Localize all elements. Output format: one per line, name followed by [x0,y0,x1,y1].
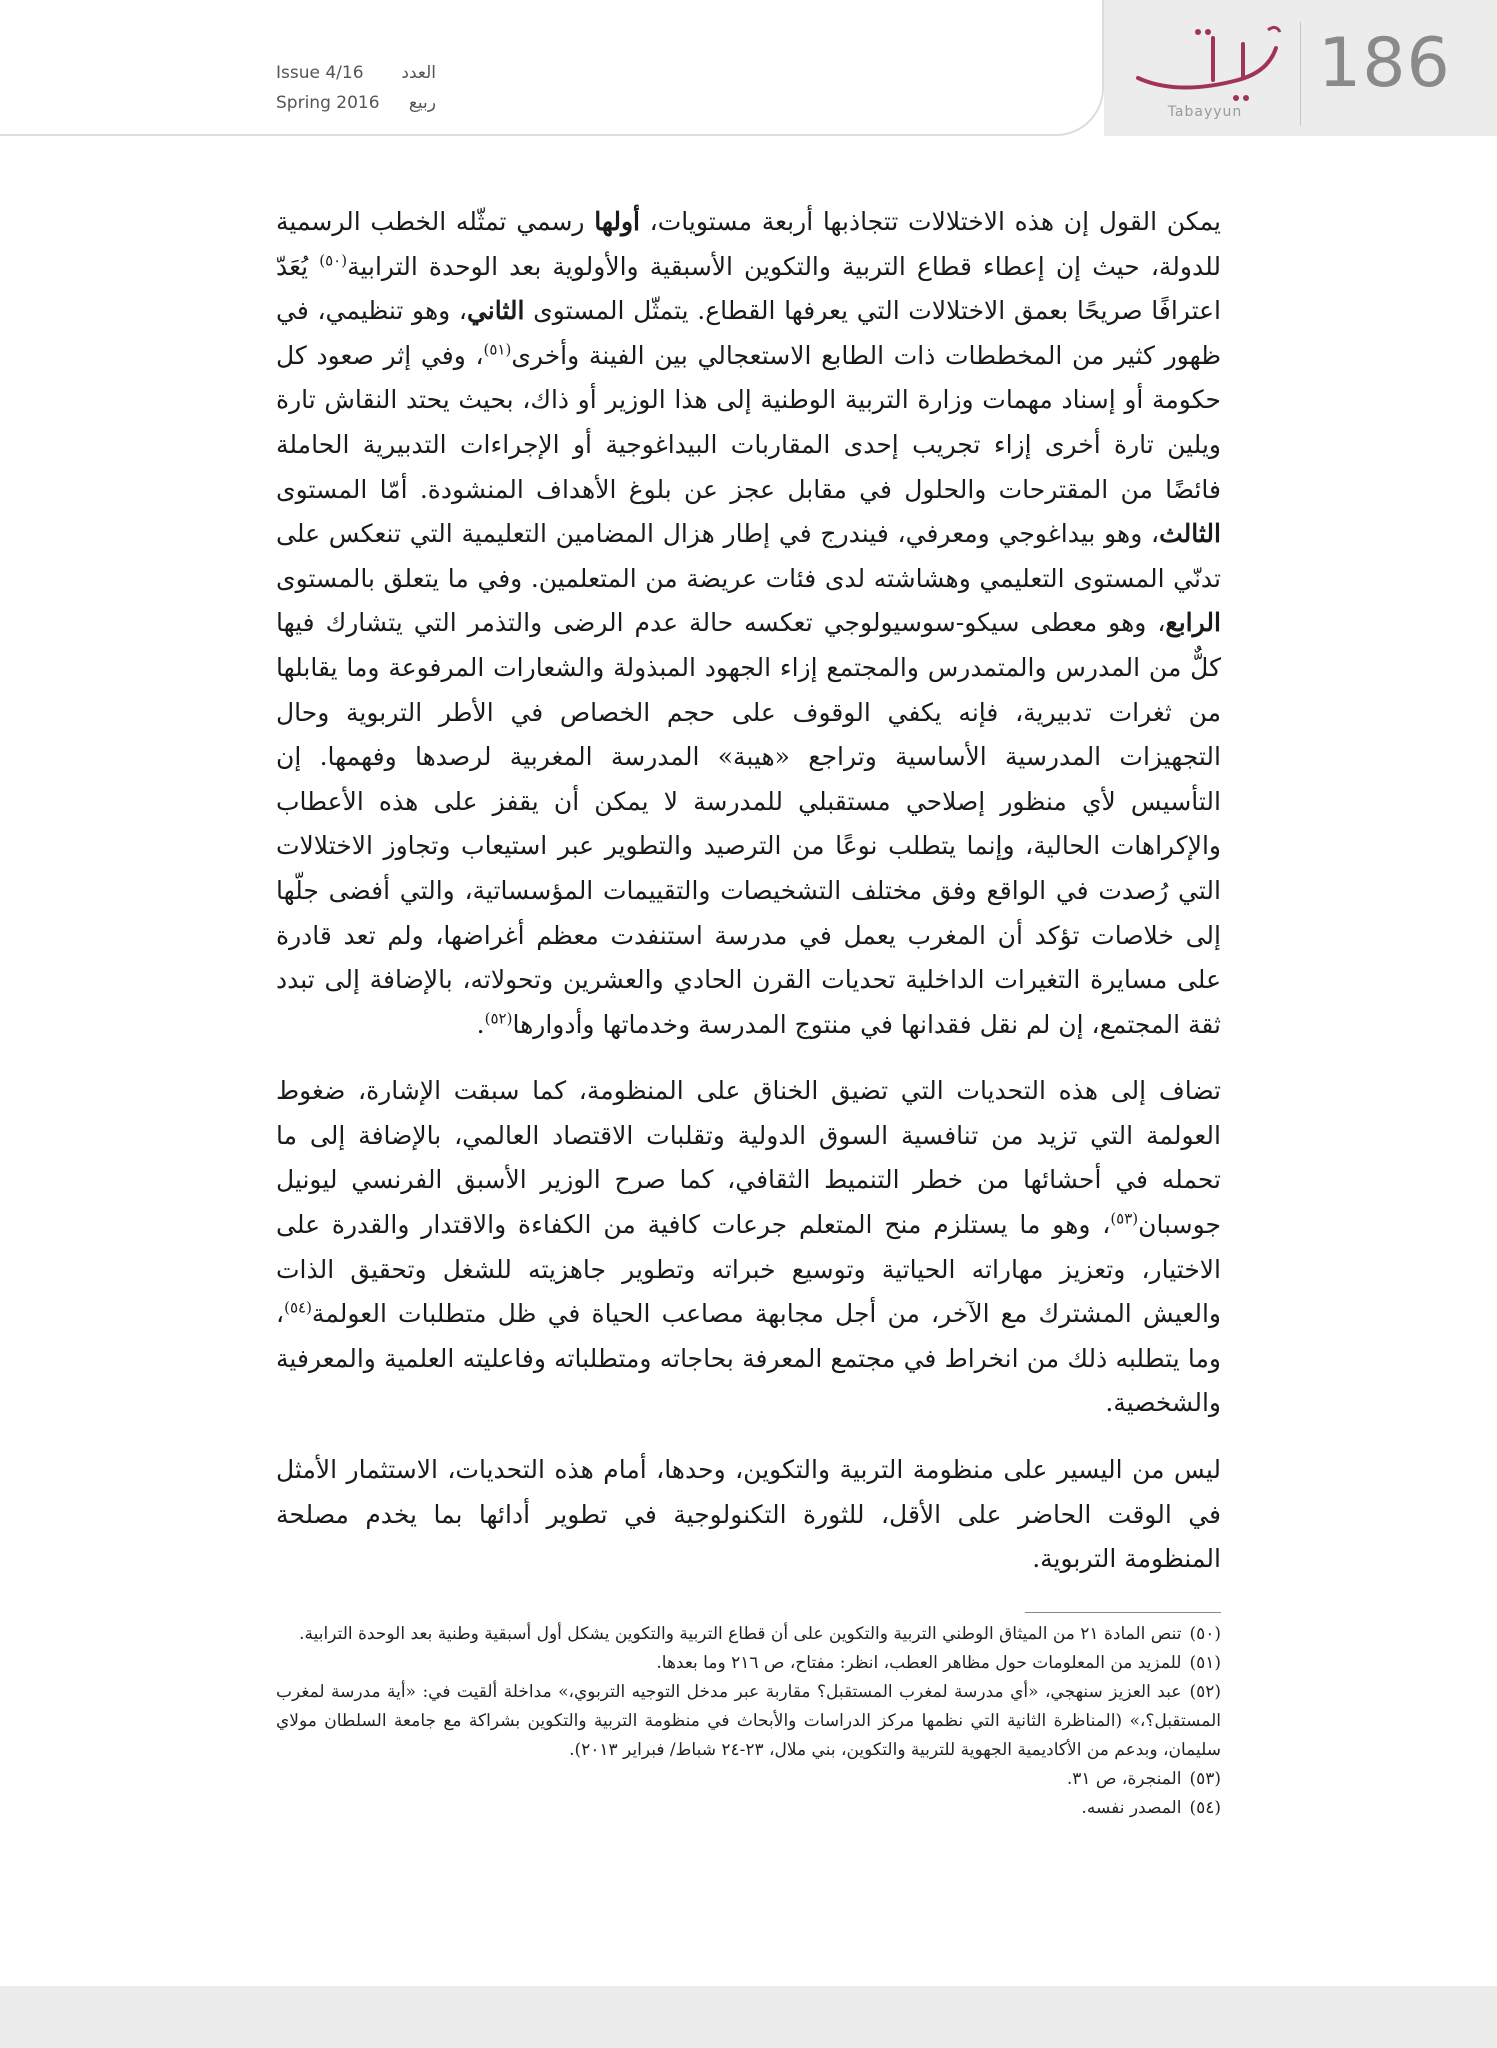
text-run: يُعَدّ اعترافًا صريحًا بعمق الاختلالات التي يعرفها القطاع. يتمثّل المستوى [276,251,1221,326]
footnote-text: المصدر نفسه. [1081,1798,1182,1818]
footnote-text: المنجرة، ص ٣١. [1066,1769,1182,1789]
text-run: ليس من اليسير على منظومة التربية والتكوين، وحدها، أمام هذه التحديات، الاستثمار الأمثل في الوقت الحاضر على الأقل، للثورة التكنولوجية في تطوير أدائها بما يخدم مصلحة المنظومة التربوية. [276,1455,1221,1574]
paragraph [276,200,1221,1047]
text-run: ، وفي إثر صعود كل حكومة أو إسناد مهمات وزارة التربية الوطنية إلى هذا الوزير أو ذاك، بحيث يحتد النقاش تارة ويلين تارة أخرى إزاء تجريب إحدى المقاربات البيداغوجية أو الإجراءات التدبيرية الحاملة فائضًا من المقترحات والحلول في مقابل عجز عن بلوغ الأهداف المنشودة. أمّا المستوى [276,340,1221,504]
text-run: ، وهو تنظيمي، في ظهور كثير من المخططات ذات الطابع الاستعجالي بين الفينة وأخرى [276,296,1221,370]
issue-info [276,58,436,118]
footer-band [0,1986,1497,2048]
text-run: رسمي تمثّله الخطب الرسمية للدولة، حيث إن إعطاء قطاع التربية والتكوين الأسبقية والأولوية بعد الوحدة الترابية [276,207,1222,281]
footnote-number: (٥٠) [1189,1624,1221,1644]
footnote-number: (٥٤) [1189,1798,1221,1818]
footnote-number: (٥٢) [1189,1682,1221,1702]
bold-term: الثاني [466,296,525,326]
header-frame [0,0,1104,136]
footnote-rule [1025,1612,1221,1613]
footnotes [276,1620,1221,1823]
bold-term: أولها [594,207,640,236]
footnote-ref: (٥١) [483,340,512,359]
brand-divider [1300,22,1301,126]
season-line [276,88,436,118]
footnote-item [276,1620,1221,1649]
text-run: . [476,1009,485,1039]
paragraph [276,1069,1221,1426]
text-run: ، وهو معطى سيكو-سوسيولوجي تعكسه حالة عدم الرضى والتذمر التي يتشارك فيها كلٌّ من المدرس والمتمدرس والمجتمع إزاء الجهود المبذولة والشعارات المرفوعة وما يقابلها من ثغرات تدبيرية، فإنه يكفي الوقوف على حجم الخصاص في الأطر التربوية وحال التجهيزات المدرسية الأساسية وتراجع «هيبة» المدرسة المغربية لرصدها وفهمها. إن التأسيس لأي منظور إصلاحي مستقبلي للمدرسة لا يمكن أن يقفز على هذه الأعطاب والإكراهات الحالية، وإنما يتطلب نوعًا من الترصيد والتطوير عبر استيعاب وتجاوز الاختلالات التي رُصدت في الواقع وفق مختلف التشخيصات والتقييمات المؤسساتية، والتي أفضى جلّها إلى خلاصات تؤكد أن المغرب يعمل في مدرسة استنفدت معظم أغراضها، ولم تعد قادرة على مسايرة التغيرات الداخلية تحديات القرن الحادي والعشرين وتحولاته، بالإضافة إلى تبدد ثقة المجتمع، إن لم نقل فقدانها في منتوج المدرسة وخدماتها وأدوارها [276,608,1221,1039]
season-ar: ربيع [408,93,436,113]
text-run: ، وهو بيداغوجي ومعرفي، فيندرج في إطار هزال المضامين التعليمية التي تنعكس على تدنّي المستوى التعليمي وهشاشته لدى فئات عريضة من المتعلمين. وفي ما يتعلق بالمستوى [276,519,1221,593]
footnote-item [276,1794,1221,1823]
logo-arabic: تبيّن [1118,18,1120,19]
paragraph [276,1448,1221,1582]
footnote-text: للمزيد من المعلومات حول مظاهر العطب، انظر: مفتاح، ص ٢١٦ وما بعدها. [656,1653,1182,1673]
footnote-number: (٥١) [1189,1653,1221,1673]
logo-latin: Tabayyun [1167,104,1243,120]
text-run: ، وهو ما يستلزم منح المتعلم جرعات كافية من الكفاءة والاقتدار والقدرة على الاختيار، وتعزيز مهاراته الحياتية وتوسيع خبراته وتطوير جاهزيته للشغل وتحقيق الذات والعيش المشترك مع الآخر، من أجل مجابهة مصاعب الحياة في ظل متطلبات العولمة [276,1210,1221,1329]
text-run: يمكن القول إن هذه الاختلالات تتجاذبها أربعة مستويات، [639,207,1221,236]
footnote-ref: (٥٤) [284,1298,312,1317]
text-run: ، وما يتطلبه ذلك من انخراط في مجتمع المعرفة بحاجاته ومتطلباته وفاعليته العلمية والمعرفية والشخصية. [276,1299,1221,1418]
footnote-item [276,1649,1221,1678]
text-run: تضاف إلى هذه التحديات التي تضيق الخناق على المنظومة، كما سبقت الإشارة، ضغوط العولمة التي تزيد من تنافسية السوق الدولية وتقلبات الاقتصاد العالمي، بالإضافة إلى ما تحمله في أحشائها من خطر التنميط الثقافي، كما صرح الوزير الأسبق الفرنسي ليونيل جوسبان [276,1076,1221,1240]
footnote-text: عبد العزيز سنهجي، «أي مدرسة لمغرب المستقبل؟ مقاربة عبر مدخل التوجيه التربوي،» مداخلة ألقيت في: «أية مدرسة لمغرب المستقبل؟،» (المناظرة الثانية التي نظمها مركز الدراسات والأبحاث في منظومة التربية والتكوين بشراكة مع جامعة السلطان مولاي سليمان، وبدعم من الأكاديمية الجهوية للتربية والتكوين، بني ملال، ٢٣-٢٤ شباط/ فبراير ٢٠١٣). [276,1682,1221,1760]
footnote-ref: (٥٢) [484,1009,513,1028]
article-body [276,200,1221,1604]
issue-line [276,58,436,88]
bold-term: الرابع [1165,608,1221,638]
issue-en: Issue 4/16 [276,63,364,83]
footnote-text: تنص المادة ٢١ من الميثاق الوطني التربية والتكوين على أن قطاع التربية والتكوين يشكل أول أسبقية وطنية بعد الوحدة الترابية. [299,1624,1182,1644]
footnote-item [276,1765,1221,1794]
page-number: 186 [1318,24,1451,103]
footnote-number: (٥٣) [1189,1769,1221,1789]
tabayyun-logo [1118,18,1288,108]
bold-term: الثالث [1159,519,1221,549]
footnote-ref: (٥٣) [1110,1209,1139,1228]
season-en: Spring 2016 [276,93,380,113]
footnote-ref: (٥٠) [319,251,348,270]
footnote-item [276,1678,1221,1765]
issue-ar: العدد [401,63,436,83]
